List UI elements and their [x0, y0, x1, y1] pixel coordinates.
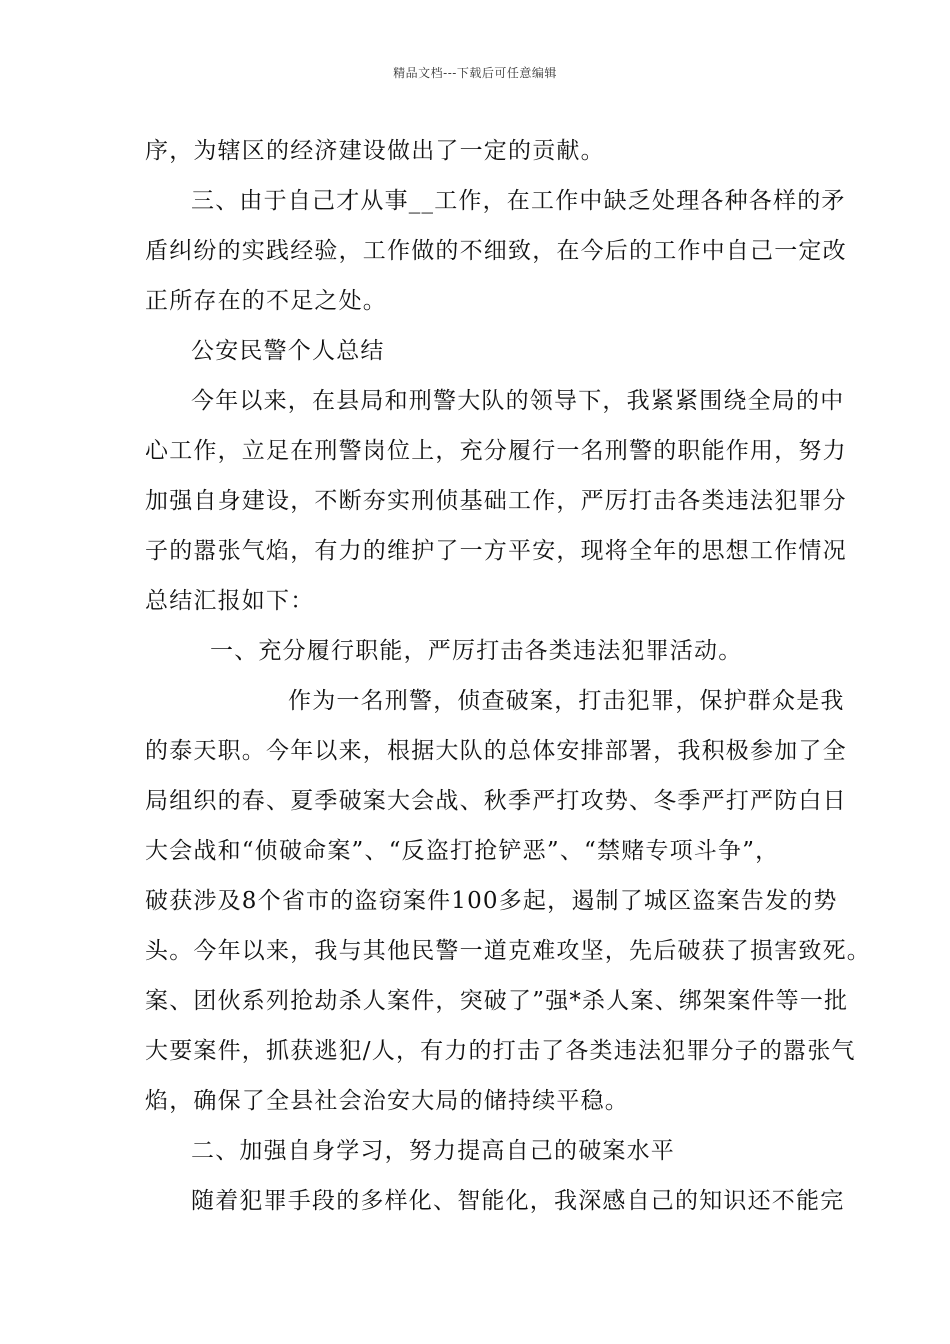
text-line: 今年以来，在县局和刑警大队的领导下，我紧紧围绕全局的中 — [191, 388, 845, 414]
section-heading: 二、加强自身学习，努力提高自己的破案水平 — [191, 1138, 675, 1164]
page-header: 精品文档---下载后可任意编辑 — [393, 66, 557, 80]
text-line: 心工作，立足在刑警岗位上，充分履行一名刑警的职能作用，努力 — [145, 438, 847, 464]
text-line: 三、由于自己才从事__工作，在工作中缺乏处理各种各样的矛 — [191, 188, 846, 214]
section-heading: 一、充分履行职能，严厉打击各类违法犯罪活动。 — [210, 638, 743, 664]
text-line: 破获涉及8个省市的盗窃案件100多起，遏制了城区盗案告发的势 — [145, 888, 838, 914]
text-line: 子的嚣张气焰，有力的维护了一方平安，现将全年的思想工作情况 — [145, 538, 847, 564]
text-line: 案、团伙系列抢劫杀人案件，突破了”强*杀人案、绑架案件等一批 — [145, 988, 849, 1014]
text-line: 大要案件，抓获逃犯/人，有力的打击了各类违法犯罪分子的嚣张气 — [145, 1038, 856, 1064]
text-line: 焰，确保了全县社会治安大局的储持续平稳。 — [145, 1088, 629, 1114]
text-line: 随着犯罪手段的多样化、智能化，我深感自己的知识还不能完 — [191, 1188, 845, 1214]
text-line: 的泰天职。今年以来，根据大队的总体安排部署，我积极参加了全 — [145, 738, 847, 764]
section-title: 公安民警个人总结 — [191, 338, 385, 364]
text-line: 序，为辖区的经济建设做出了一定的贡献。 — [145, 138, 605, 164]
text-line: 大会战和“侦破命案”、“反盗打抢铲恶”、“禁赌专项斗争”， — [145, 838, 780, 864]
text-line: 加强自身建设，不断夯实刑侦基础工作，严厉打击各类违法犯罪分 — [145, 488, 847, 514]
text-line: 盾纠纷的实践经验，工作做的不细致，在今后的工作中自己一定改 — [145, 238, 847, 264]
text-line: 局组织的春、夏季破案大会战、秋季严打攻势、冬季严打严防白日 — [145, 788, 847, 814]
text-line: 头。今年以来，我与其他民警一道克难攻坚，先后破获了损害致死。 — [145, 938, 871, 964]
text-line: 正所存在的不足之处。 — [145, 288, 387, 314]
text-line: 作为一名刑警，侦查破案，打击犯罪，保护群众是我 — [288, 688, 845, 714]
text-line: 总结汇报如下： — [145, 588, 315, 614]
